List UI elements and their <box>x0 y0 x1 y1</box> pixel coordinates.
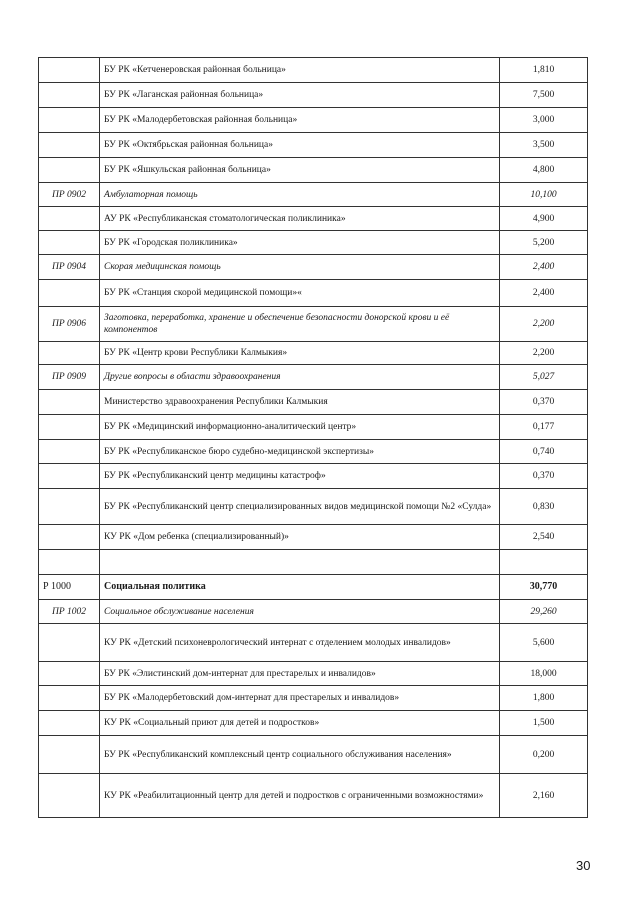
row-code: ПР 0904 <box>39 255 100 280</box>
row-amount: 2,400 <box>500 255 588 280</box>
row-code <box>39 711 100 736</box>
table-row <box>39 489 588 525</box>
subsection-row <box>39 600 588 624</box>
row-name: БУ РК «Республиканский центр специализированных видов медицинской помощи №2 «Сулда» <box>100 489 500 525</box>
row-amount: 0,370 <box>500 390 588 415</box>
table-row <box>39 686 588 711</box>
table-row <box>39 133 588 158</box>
row-code <box>39 686 100 711</box>
row-code <box>39 207 100 231</box>
table-row <box>39 108 588 133</box>
row-amount: 7,500 <box>500 83 588 108</box>
row-amount: 4,800 <box>500 158 588 183</box>
row-name: Другие вопросы в области здравоохранения <box>100 365 500 390</box>
budget-table <box>38 57 588 818</box>
row-code <box>39 133 100 158</box>
subsection-row <box>39 365 588 390</box>
table-row <box>39 774 588 818</box>
row-name: АУ РК «Республиканская стоматологическая поликлиника» <box>100 207 500 231</box>
row-amount: 10,100 <box>500 183 588 207</box>
row-code <box>39 280 100 307</box>
row-code: ПР 1002 <box>39 600 100 624</box>
row-name: Скорая медицинская помощь <box>100 255 500 280</box>
row-amount: 0,830 <box>500 489 588 525</box>
table-row <box>39 415 588 440</box>
table-row <box>39 440 588 464</box>
row-code: Р 1000 <box>39 575 100 600</box>
budget-table-body <box>39 58 588 818</box>
row-amount: 2,400 <box>500 280 588 307</box>
row-code <box>39 525 100 550</box>
row-code <box>39 231 100 255</box>
row-name: БУ РК «Малодербетовская районная больница» <box>100 108 500 133</box>
row-name: Социальное обслуживание населения <box>100 600 500 624</box>
section-row <box>39 575 588 600</box>
row-code <box>39 108 100 133</box>
row-code <box>39 489 100 525</box>
row-code <box>39 58 100 83</box>
row-amount: 30,770 <box>500 575 588 600</box>
table-row <box>39 83 588 108</box>
table-row <box>39 662 588 686</box>
row-name: КУ РК «Дом ребенка (специализированный)» <box>100 525 500 550</box>
row-name: КУ РК «Социальный приют для детей и подростков» <box>100 711 500 736</box>
row-amount: 2,200 <box>500 307 588 342</box>
row-amount <box>500 550 588 575</box>
table-row <box>39 525 588 550</box>
row-name: БУ РК «Октябрьская районная больница» <box>100 133 500 158</box>
table-row <box>39 231 588 255</box>
page-number: 30 <box>576 858 591 873</box>
row-code <box>39 415 100 440</box>
table-row <box>39 280 588 307</box>
row-amount: 0,370 <box>500 464 588 489</box>
row-code: ПР 0909 <box>39 365 100 390</box>
row-amount: 4,900 <box>500 207 588 231</box>
table-row <box>39 736 588 774</box>
row-name: Министерство здравоохранения Республики Калмыкия <box>100 390 500 415</box>
row-name: КУ РК «Детский психоневрологический интернат с отделением молодых инвалидов» <box>100 624 500 662</box>
row-name: БУ РК «Республиканский центр медицины катастроф» <box>100 464 500 489</box>
row-amount: 29,260 <box>500 600 588 624</box>
row-name: БУ РК «Республиканский комплексный центр социального обслуживания населения» <box>100 736 500 774</box>
row-code <box>39 464 100 489</box>
row-amount: 0,177 <box>500 415 588 440</box>
row-amount: 18,000 <box>500 662 588 686</box>
row-name: Заготовка, переработка, хранение и обеспечение безопасности донорской крови и её компонентов <box>100 307 500 342</box>
row-name: БУ РК «Яшкульская районная больница» <box>100 158 500 183</box>
row-amount: 5,200 <box>500 231 588 255</box>
row-code <box>39 550 100 575</box>
row-name: БУ РК «Республиканское бюро судебно-медицинской экспертизы» <box>100 440 500 464</box>
row-name: БУ РК «Центр крови Республики Калмыкия» <box>100 342 500 365</box>
row-amount: 2,200 <box>500 342 588 365</box>
row-code: ПР 0906 <box>39 307 100 342</box>
table-row <box>39 158 588 183</box>
row-amount: 5,027 <box>500 365 588 390</box>
blank-row <box>39 550 588 575</box>
table-row <box>39 624 588 662</box>
row-code <box>39 440 100 464</box>
row-code <box>39 83 100 108</box>
row-name: БУ РК «Кетченеровская районная больница» <box>100 58 500 83</box>
row-name: КУ РК «Реабилитационный центр для детей и подростков с ограниченными возможностями» <box>100 774 500 818</box>
row-code: ПР 0902 <box>39 183 100 207</box>
row-name: БУ РК «Элистинский дом-интернат для престарелых и инвалидов» <box>100 662 500 686</box>
row-amount: 0,200 <box>500 736 588 774</box>
row-amount: 3,000 <box>500 108 588 133</box>
row-code <box>39 390 100 415</box>
row-code <box>39 158 100 183</box>
subsection-row <box>39 183 588 207</box>
row-code <box>39 624 100 662</box>
row-name: БУ РК «Малодербетовский дом-интернат для престарелых и инвалидов» <box>100 686 500 711</box>
row-amount: 0,740 <box>500 440 588 464</box>
row-amount: 1,800 <box>500 686 588 711</box>
table-row <box>39 464 588 489</box>
row-amount: 2,540 <box>500 525 588 550</box>
row-amount: 3,500 <box>500 133 588 158</box>
row-name <box>100 550 500 575</box>
subsection-row <box>39 307 588 342</box>
row-name: Социальная политика <box>100 575 500 600</box>
row-amount: 5,600 <box>500 624 588 662</box>
row-code <box>39 662 100 686</box>
row-amount: 1,500 <box>500 711 588 736</box>
table-row <box>39 342 588 365</box>
table-row <box>39 711 588 736</box>
row-name: БУ РК «Станция скорой медицинской помощи»« <box>100 280 500 307</box>
row-code <box>39 774 100 818</box>
row-name: БУ РК «Городская поликлиника» <box>100 231 500 255</box>
budget-page <box>38 57 585 818</box>
row-name: БУ РК «Лаганская районная больница» <box>100 83 500 108</box>
subsection-row <box>39 255 588 280</box>
table-row <box>39 58 588 83</box>
row-name: БУ РК «Медицинский информационно-аналитический центр» <box>100 415 500 440</box>
table-row <box>39 390 588 415</box>
table-row <box>39 207 588 231</box>
row-amount: 1,810 <box>500 58 588 83</box>
row-name: Амбулаторная помощь <box>100 183 500 207</box>
row-code <box>39 342 100 365</box>
row-code <box>39 736 100 774</box>
row-amount: 2,160 <box>500 774 588 818</box>
